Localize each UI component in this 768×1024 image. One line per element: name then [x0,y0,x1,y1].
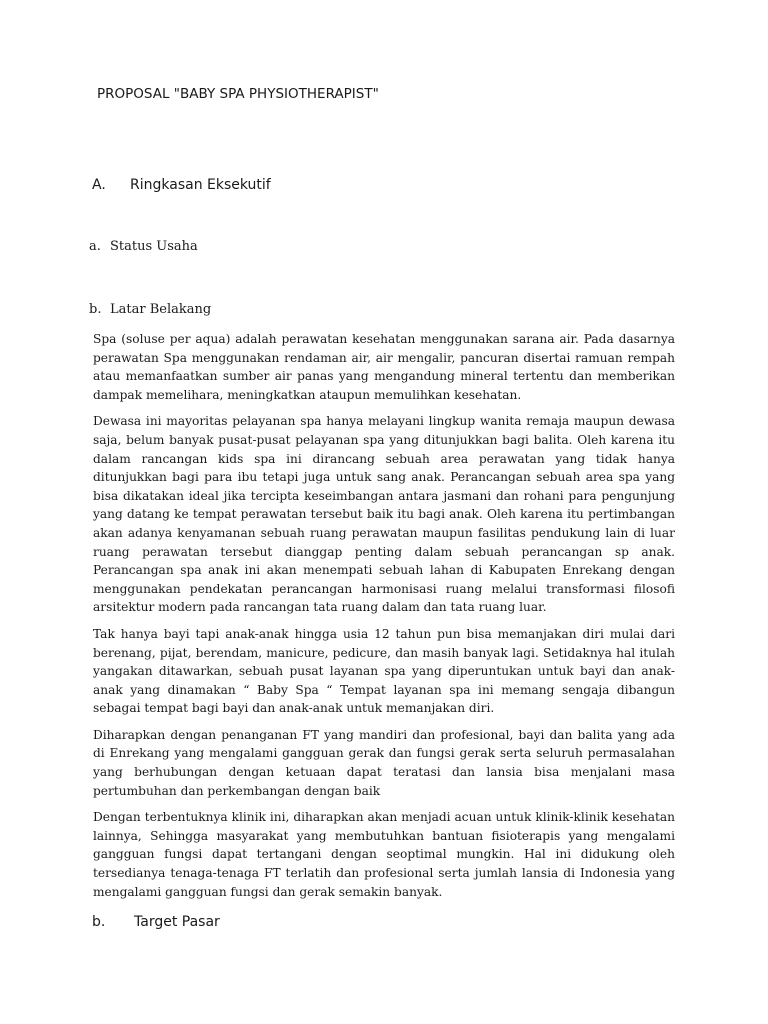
section-label: Ringkasan Eksekutif [130,177,271,193]
latar-belakang-body [93,330,675,909]
subsection-label: Status Usaha [110,239,198,254]
subsection-heading-status-usaha [89,239,198,254]
document-title: PROPOSAL "BABY SPA PHYSIOTHERAPIST" [97,86,379,102]
paragraph: Diharapkan dengan penanganan FT yang mandiri dan profesional, bayi dan balita yang ada di Enrekang yang mengalami gangguan gerak dan fungsi gerak serta seluruh permasalahan yang berhubungan dengan ketuaan dapat teratasi dan lansia bisa menjalani masa pertumbuhan dan perkembangan dengan baik [93,727,675,798]
paragraph: Dewasa ini mayoritas pelayanan spa hanya melayani lingkup wanita remaja maupun dewasa saja, belum banyak pusat-pusat pelayanan spa yang ditunjukkan bagi balita. Oleh karena itu dalam rancangan kids spa ini dirancang sebuah area perawatan yang tidak hanya ditunjukkan bagi para ibu tetapi juga untuk sang anak. Perancangan sebuah area spa yang bisa dikatakan ideal jika tercipta keseimbangan antara jasmani dan rohani para pengunjung yang datang ke tempat perawatan tersebut baik itu bagi anak. Oleh karena itu pertimbangan akan adanya kenyamanan sebuah ruang perawatan maupun fasilitas pendukung lain di luar ruang perawatan tersebut dianggap penting dalam sebuah perancangan sp anak. Perancangan spa anak ini akan menempati sebuah lahan di Kabupaten Enrekang dengan menggunakan pendekatan perancangan harmonisasi ruang melalui transformasi filosofi arsitektur modern pada rancangan tata ruang dalam dan tata ruang luar. [93,414,675,615]
subsection-number: a. [89,239,101,254]
section-number: A. [92,177,106,193]
paragraph: Spa (soluse per aqua) adalah perawatan kesehatan menggunakan sarana air. Pada dasarnya perawatan Spa menggunakan rendaman air, air mengalir, pancuran disertai ramuan rempah atau memanfaatkan sumber air panas yang mengandung mineral tertentu dan memberikan dampak memelihara, meningkatkan ataupun memulihkan kesehatan. [93,332,675,402]
paragraph: Tak hanya bayi tapi anak-anak hingga usia 12 tahun pun bisa memanjakan diri mulai dari berenang, pijat, berendam, manicure, pedicure, dan masih banyak lagi. Setidaknya hal itulah yangakan ditawarkan, sebuah pusat layanan spa yang diperuntukan untuk bayi dan anak-anak yang dinamakan “ Baby Spa “ Tempat layanan spa ini memang sengaja dibangun sebagai tempat bagi bayi dan anak-anak untuk memanjakan diri. [93,626,675,716]
subsection-number: b. [89,302,102,317]
section-heading-ringkasan-eksekutif [92,177,271,193]
subsection-heading-latar-belakang [89,302,211,317]
subsection-label: Latar Belakang [110,302,212,317]
section-heading-target-pasar [92,914,220,930]
section-label: Target Pasar [134,914,220,930]
paragraph: Dengan terbentuknya klinik ini, diharapkan akan menjadi acuan untuk klinik-klinik kesehatan lainnya, Sehingga masyarakat yang membutuhkan bantuan fisioterapis yang mengalami gangguan fungsi dapat tertangani dengan seoptimal mungkin. Hal ini didukung oleh tersedianya tenaga-tenaga FT terlatih dan profesional serta jumlah lansia di Indonesia yang mengalami gangguan fungsi dan gerak semakin banyak. [93,810,675,899]
section-number: b. [92,914,106,930]
